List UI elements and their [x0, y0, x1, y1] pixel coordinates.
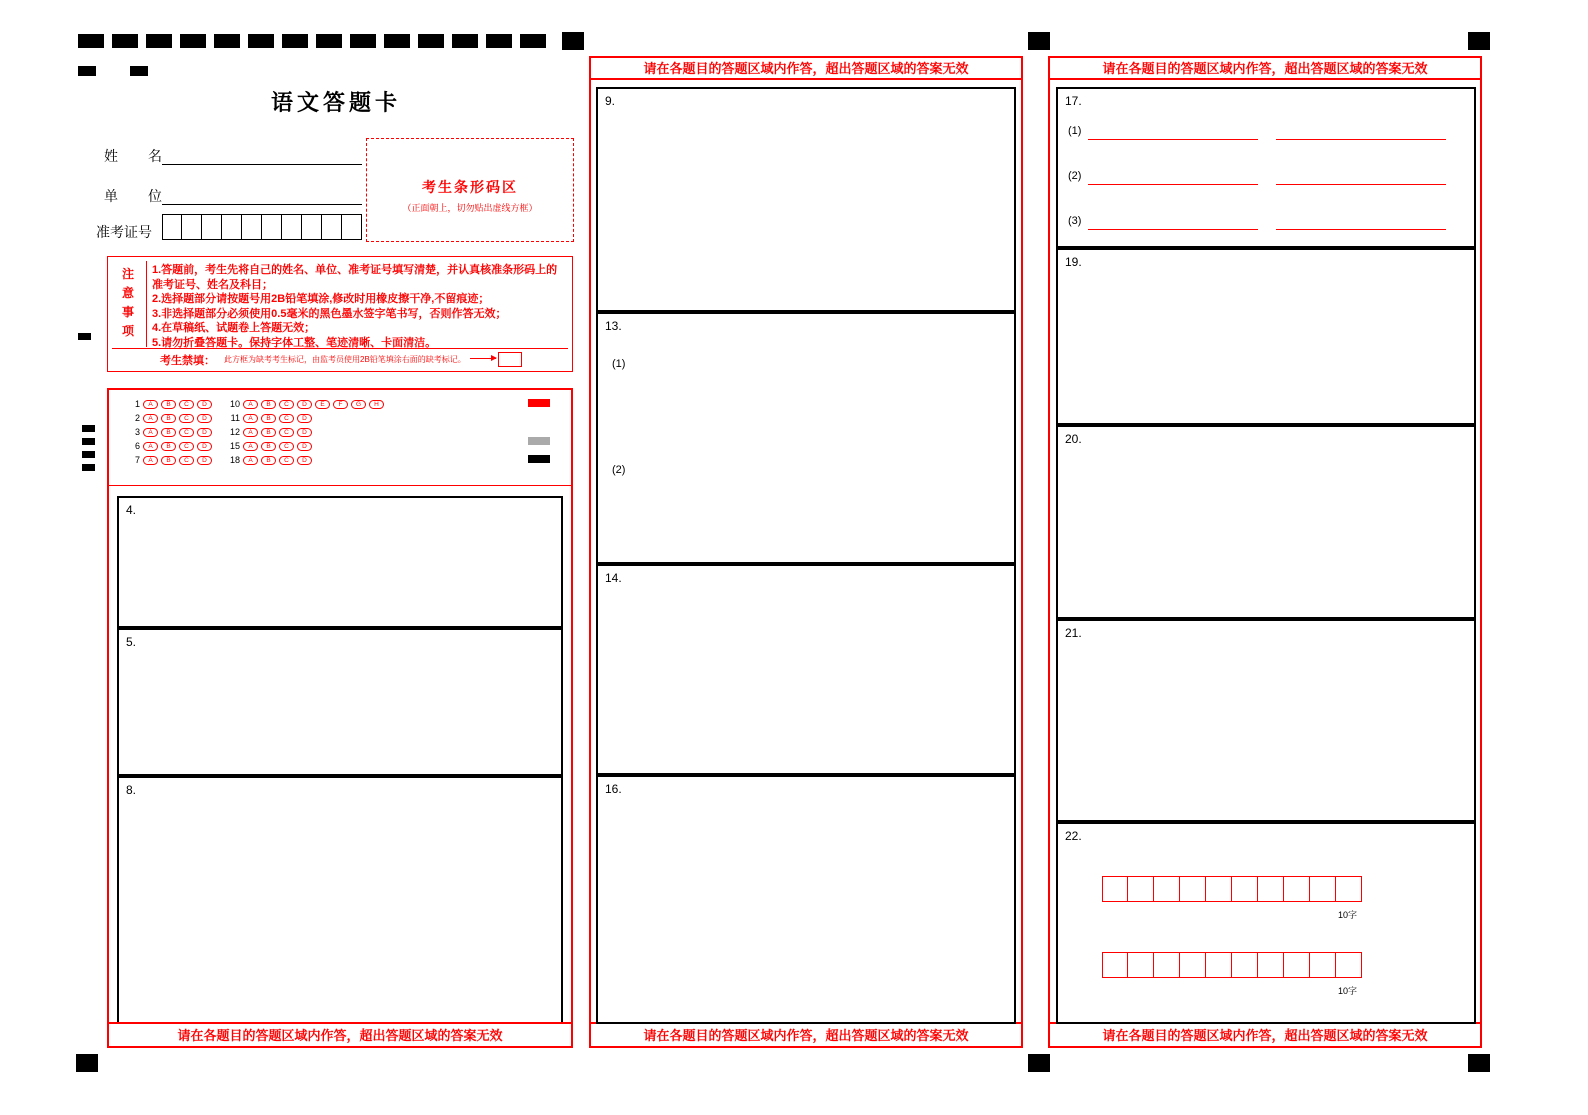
option-c[interactable]: C [279, 428, 294, 437]
option-a[interactable]: A [243, 442, 258, 451]
question-box-13[interactable] [596, 312, 1016, 564]
bubble-row-15[interactable] [226, 441, 312, 452]
question-box-20[interactable] [1056, 425, 1476, 619]
question-box-21[interactable] [1056, 619, 1476, 822]
column-2-header: 请在各题目的答题区域内作答，超出答题区域的答案无效 [591, 58, 1021, 80]
option-c[interactable]: C [179, 400, 194, 409]
notice-list [152, 263, 568, 351]
notice-item: 2.选择题部分请按题号用2B铅笔填涂,修改时用橡皮擦干净,不留痕迹； [152, 293, 490, 306]
question-number: 20. [1065, 432, 1082, 446]
sub-question-label: (2) [1068, 170, 1082, 182]
sync-mark-gray [528, 437, 550, 445]
corner-mark-top-mid [1028, 32, 1050, 50]
option-c[interactable]: C [279, 400, 294, 409]
sync-mark-red [528, 399, 550, 407]
question-number: 2 [134, 413, 140, 423]
answer-line[interactable] [1276, 229, 1446, 230]
option-d[interactable]: D [297, 456, 312, 465]
option-c[interactable]: C [279, 442, 294, 451]
question-number: 10 [229, 399, 240, 409]
arrow-icon [470, 358, 496, 359]
character-grid-2[interactable] [1102, 952, 1362, 978]
absentee-checkbox[interactable] [498, 352, 522, 367]
bubble-row-10[interactable] [226, 399, 384, 410]
question-number: 14. [605, 571, 622, 585]
bubble-row-7[interactable] [126, 455, 212, 466]
option-d[interactable]: D [297, 442, 312, 451]
answer-line[interactable] [1276, 139, 1446, 140]
option-b[interactable]: B [161, 414, 176, 423]
corner-mark-bottom-left [76, 1054, 98, 1072]
option-d[interactable]: D [297, 400, 312, 409]
option-a[interactable]: A [143, 414, 158, 423]
notice-box [107, 256, 573, 372]
column-3-header: 请在各题目的答题区域内作答，超出答题区域的答案无效 [1050, 58, 1480, 80]
option-c[interactable]: C [179, 456, 194, 465]
option-a[interactable]: A [143, 428, 158, 437]
question-box-19[interactable] [1056, 248, 1476, 425]
corner-mark-bottom-mid [1028, 1054, 1050, 1072]
question-number: 4. [126, 503, 137, 517]
question-number: 17. [1065, 94, 1082, 108]
option-a[interactable]: A [243, 400, 258, 409]
notice-divider [146, 261, 147, 347]
option-e[interactable]: E [315, 400, 330, 409]
option-a[interactable]: A [243, 428, 258, 437]
barcode-title: 考生条形码区 [422, 179, 518, 195]
answer-line[interactable] [1088, 184, 1258, 185]
option-c[interactable]: C [279, 414, 294, 423]
option-c[interactable]: C [179, 428, 194, 437]
question-number: 1 [134, 399, 140, 409]
sync-mark-black [528, 455, 550, 463]
option-a[interactable]: A [243, 414, 258, 423]
sub-question-label: (3) [1068, 215, 1082, 227]
absentee-note: 此方框为缺考考生标记，由监考员使用2B铅笔填涂右面的缺考标记。 [224, 355, 466, 364]
bubble-row-1[interactable] [126, 399, 212, 410]
bubble-row-18[interactable] [226, 455, 312, 466]
question-number: 9. [605, 94, 616, 108]
question-number: 7 [134, 455, 140, 465]
option-b[interactable]: B [161, 428, 176, 437]
bubble-row-3[interactable] [126, 427, 212, 438]
ticket-number-boxes[interactable] [162, 214, 362, 240]
question-box-5[interactable] [117, 628, 563, 776]
question-number: 15 [229, 441, 240, 451]
bubble-row-2[interactable] [126, 413, 212, 424]
option-b[interactable]: B [161, 456, 176, 465]
option-b[interactable]: B [161, 400, 176, 409]
question-number: 22. [1065, 829, 1082, 843]
question-number: 19. [1065, 255, 1082, 269]
corner-mark-top-left [562, 32, 584, 50]
ticket-number-label: 准考证号 [96, 224, 152, 240]
corner-mark-bottom-right [1468, 1054, 1490, 1072]
sub-question-label: (1) [612, 358, 626, 370]
bubble-row-11[interactable] [226, 413, 312, 424]
option-a[interactable]: A [243, 456, 258, 465]
option-d[interactable]: D [197, 442, 212, 451]
corner-mark-top-right [1468, 32, 1490, 50]
option-h[interactable]: H [369, 400, 384, 409]
absentee-row [112, 348, 568, 369]
question-number: 18 [229, 455, 240, 465]
notice-item: 5.请勿折叠答题卡。保持字体工整、笔迹清晰、卡面清洁。 [152, 336, 437, 349]
question-number: 3 [134, 427, 140, 437]
answer-line[interactable] [1276, 184, 1446, 185]
option-d[interactable]: D [297, 414, 312, 423]
question-number: 11 [230, 413, 240, 423]
question-box-4[interactable] [117, 496, 563, 628]
notice-label: 注 意 事 项 [121, 267, 134, 338]
notice-item: 4.在草稿纸、试题卷上答题无效； [152, 322, 316, 335]
option-b[interactable]: B [261, 428, 276, 437]
option-b[interactable]: B [261, 400, 276, 409]
question-box-17[interactable] [1056, 87, 1476, 248]
question-number: 21. [1065, 626, 1082, 640]
column-2-footer: 请在各题目的答题区域内作答，超出答题区域的答案无效 [591, 1022, 1021, 1046]
unit-input[interactable] [162, 204, 362, 205]
column-3-footer: 请在各题目的答题区域内作答，超出答题区域的答案无效 [1050, 1022, 1480, 1046]
question-box-9[interactable] [596, 87, 1016, 312]
option-d[interactable]: D [297, 428, 312, 437]
character-grid-1[interactable] [1102, 876, 1362, 902]
option-d[interactable]: D [197, 414, 212, 423]
question-number: 16. [605, 782, 622, 796]
option-a[interactable]: A [143, 456, 158, 465]
column-1-footer: 请在各题目的答题区域内作答，超出答题区域的答案无效 [109, 1022, 571, 1046]
answer-line[interactable] [1088, 139, 1258, 140]
option-c[interactable]: C [179, 442, 194, 451]
option-b[interactable]: B [261, 456, 276, 465]
option-g[interactable]: G [351, 400, 366, 409]
page-title: 语文答题卡 [270, 90, 401, 115]
question-number: 8. [126, 783, 137, 797]
question-number: 5. [126, 635, 137, 649]
option-c[interactable]: C [279, 456, 294, 465]
option-d[interactable]: D [197, 456, 212, 465]
answer-line[interactable] [1088, 229, 1258, 230]
question-number: 13. [605, 319, 622, 333]
question-box-16[interactable] [596, 775, 1016, 1024]
notice-item: 3.非选择题部分必须使用0.5毫米的黑色墨水签字笔书写，否则作答无效； [152, 307, 507, 320]
option-b[interactable]: B [161, 442, 176, 451]
question-number: 12 [229, 427, 240, 437]
grid-count-note: 10字 [1338, 910, 1358, 920]
sub-question-label: (1) [1068, 125, 1082, 137]
name-input[interactable] [162, 164, 362, 165]
question-number: 6 [134, 441, 140, 451]
option-b[interactable]: B [261, 414, 276, 423]
option-d[interactable]: D [197, 400, 212, 409]
question-box-14[interactable] [596, 564, 1016, 775]
option-a[interactable]: A [143, 442, 158, 451]
bubble-row-12[interactable] [226, 427, 312, 438]
barcode-subtitle: （正面朝上，切勿贴出虚线方框） [402, 203, 538, 213]
name-label: 姓 名 [104, 148, 170, 164]
option-c[interactable]: C [179, 414, 194, 423]
sub-question-label: (2) [612, 464, 626, 476]
bubble-row-6[interactable] [126, 441, 212, 452]
option-f[interactable]: F [333, 400, 348, 409]
barcode-region[interactable] [366, 138, 574, 242]
option-d[interactable]: D [197, 428, 212, 437]
option-b[interactable]: B [261, 442, 276, 451]
grid-count-note: 10字 [1338, 986, 1358, 996]
unit-label: 单 位 [104, 188, 170, 204]
objective-answer-block[interactable] [107, 388, 573, 486]
question-box-22[interactable] [1056, 822, 1476, 1024]
notice-item: 1.答题前，考生先将自己的姓名、单位、准考证号填写清楚，并认真核准条形码上的准考证号、姓名及科目； [152, 264, 558, 291]
option-a[interactable]: A [143, 400, 158, 409]
question-box-8[interactable] [117, 776, 563, 1024]
absentee-label: 考生禁填： [160, 355, 215, 367]
